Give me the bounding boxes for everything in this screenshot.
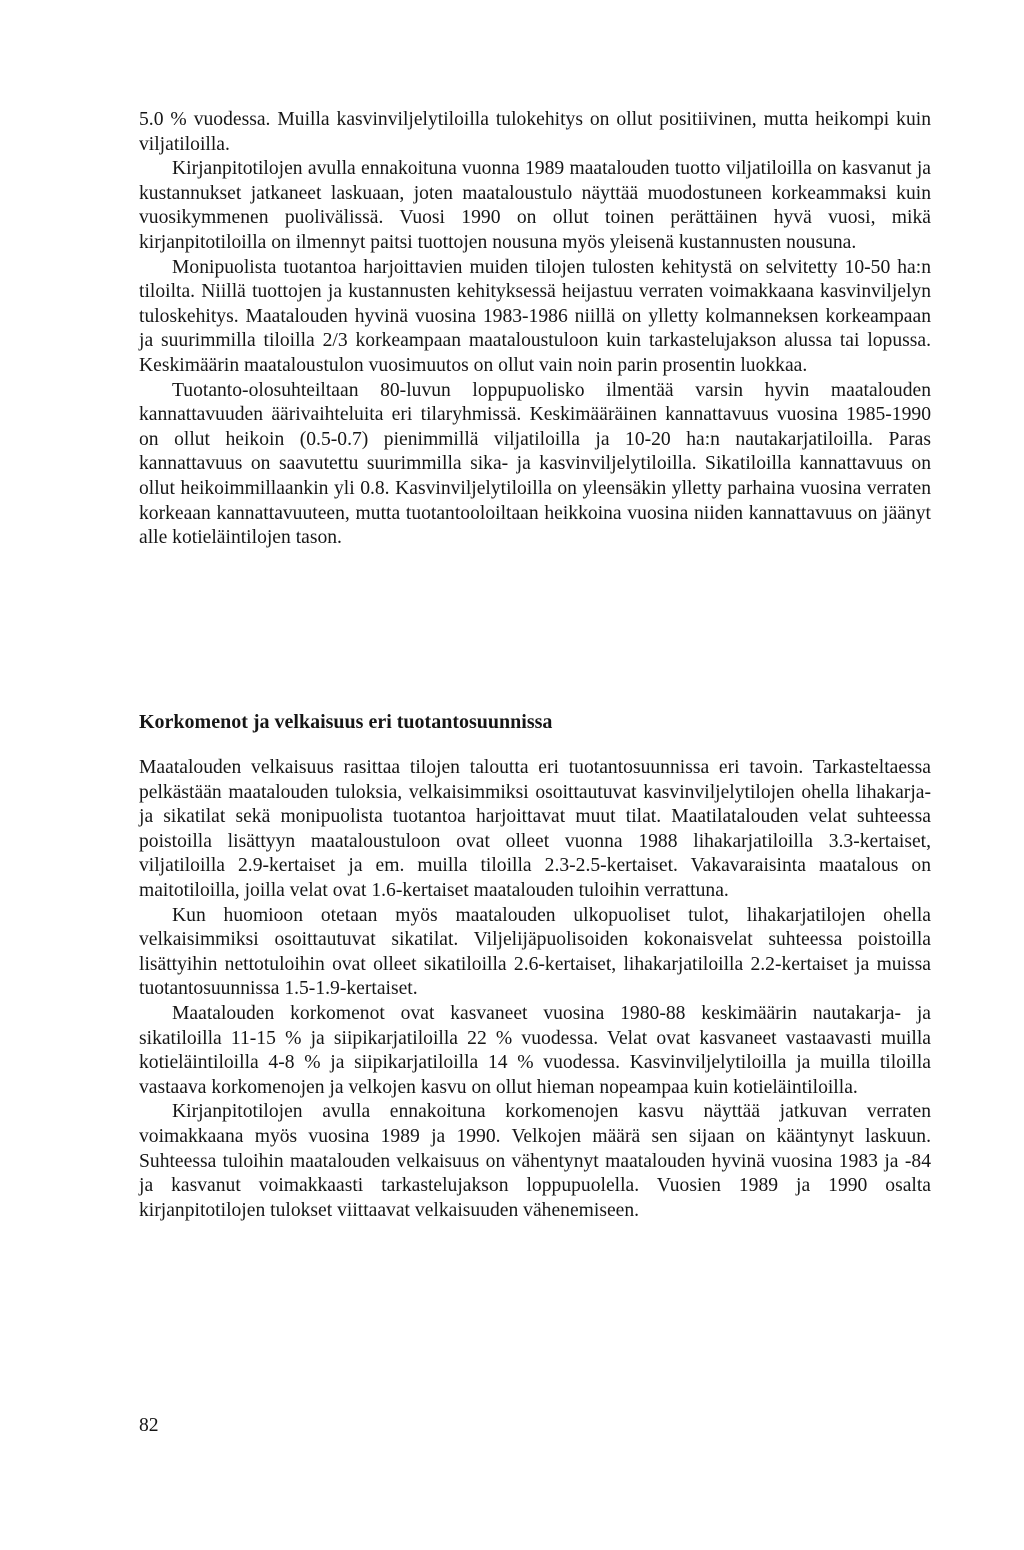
paragraph: Kirjanpitotilojen avulla ennakoituna vuonna 1989 maatalouden tuotto viljatiloilla on kasvanut ja kustannukset jatkaneet laskuaan, joten maataloustulo näyttää muodostuneen korkeammaksi kuin vuosikymmenen puolivälissä. Vuosi 1990 on ollut toinen perättäinen hyvä vuosi, mikä kirjanpitotiloilla on ilmennyt paitsi tuottojen nousuna myös yleisenä kustannusten nousuna. xyxy=(139,158,931,253)
page-number: 82 xyxy=(139,1415,159,1436)
paragraph: Maatalouden velkaisuus rasittaa tilojen taloutta eri tuotantosuunnissa eri tavoin. Tarkasteltaessa pelkästään maatalouden tuloksia, velkaisimmiksi osoittautuvat kasvinviljelytilojen ohella lihakarja- ja sikatilat sekä monipuolista tuotantoa harjoittavat muut tilat. Maatilatalouden velat suhteessa poistoilla lisättyyn maataloustuloon ovat olleet vuonna 1988 lihakarjatiloilla 3.3-kertaiset, viljatiloilla 2.9-kertaiset ja em. muilla tiloilla 2.3-2.5-kertaiset. Vakavaraisinta maatalous on maitotiloilla, joilla velat ovat 1.6-kertaiset maatalouden tuloihin verrattuna. xyxy=(139,757,931,901)
paragraph: Kun huomioon otetaan myös maatalouden ulkopuoliset tulot, lihakarjatilojen ohella velkaisimmiksi osoittautuvat sikatilat. Viljelijäpuolisoiden kokonaisvelat suhteessa poistoilla lisättyihin nettotuloihin ovat olleet sikatiloilla 2.6-kertaiset, lihakarjatiloilla 2.2-kertaiset ja muissa tuotantosuunnissa 1.5-1.9-kertaiset. xyxy=(139,904,931,1000)
paragraph: Kirjanpitotilojen avulla ennakoituna korkomenojen kasvu näyttää jatkuvan verraten voimakkaana myös vuosina 1989 ja 1990. Velkojen määrä sen sijaan on kääntynyt laskuun. Suhteessa tuloihin maatalouden velkaisuus on vähentynyt maatalouden hyvinä vuosina 1983 ja -84 ja kasvanut voimakkaasti tarkastelujakson loppupuolella. Vuosien 1989 ja 1990 osalta kirjanpitotilojen tulokset viittaavat velkaisuuden vähenemiseen. xyxy=(139,1101,931,1221)
text-block-debt xyxy=(139,756,931,1223)
paragraph: Tuotanto-olosuhteiltaan 80-luvun loppupuolisko ilmentää varsin hyvin maatalouden kannattavuuden äärivaihteluita eri tilaryhmissä. Keskimääräinen kannattavuus vuosina 1985-1990 on ollut heikoin (0.5-0.7) pienimmillä viljatiloilla ja 10-20 ha:n nautakarjatiloilla. Paras kannattavuus on saavutettu suurimmilla sika- ja kasvinviljelytiloilla. Sikatiloilla kannattavuus on ollut heikoimmillaankin yli 0.8. Kasvinviljelytiloilla on yleensäkin ylletty parhaina vuosina verraten korkeaan kannattavuuteen, mutta tuotantooloiltaan heikkoina vuosina niiden kannattavuus on jäänyt alle kotieläintilojen tason. xyxy=(139,379,931,549)
text-block-income xyxy=(139,108,931,551)
paragraph: Monipuolista tuotantoa harjoittavien muiden tilojen tulosten kehitystä on selvitetty 10-50 ha:n tiloilta. Niillä tuottojen ja kustannusten kehityksessä heijastuu verraten voimakkaana kasvinviljelyn tuloskehitys. Maatalouden hyvinä vuosina 1983-1986 niillä on ylletty kolmanneksen korkeampaan ja suurimmilla tiloilla 2/3 korkeampaan maataloustuloon kuin tarkastelujakson alussa tai lopussa. Keskimäärin maataloustulon vuosimuutos on ollut vain noin parin prosentin luokkaa. xyxy=(139,256,931,376)
paragraph-continuation: 5.0 % vuodessa. Muilla kasvinviljelytiloilla tulokehitys on ollut positiivinen, mutta heikompi kuin viljatiloilla. xyxy=(139,109,931,155)
paragraph: Maatalouden korkomenot ovat kasvaneet vuosina 1980-88 keskimäärin nautakarja- ja sikatiloilla 11-15 % ja siipikarjatiloilla 22 % vuodessa. Velat ovat kasvaneet vastaavasti muilla kotieläintiloilla 4-8 % ja siipikarjatiloilla 14 % vuodessa. Kasvinviljelytiloilla ja muilla tiloilla vastaava korkomenojen ja velkojen kasvu on ollut hieman nopeampaa kuin kotieläintiloilla. xyxy=(139,1002,931,1098)
section-heading: Korkomenot ja velkaisuus eri tuotantosuunnissa xyxy=(139,711,553,733)
